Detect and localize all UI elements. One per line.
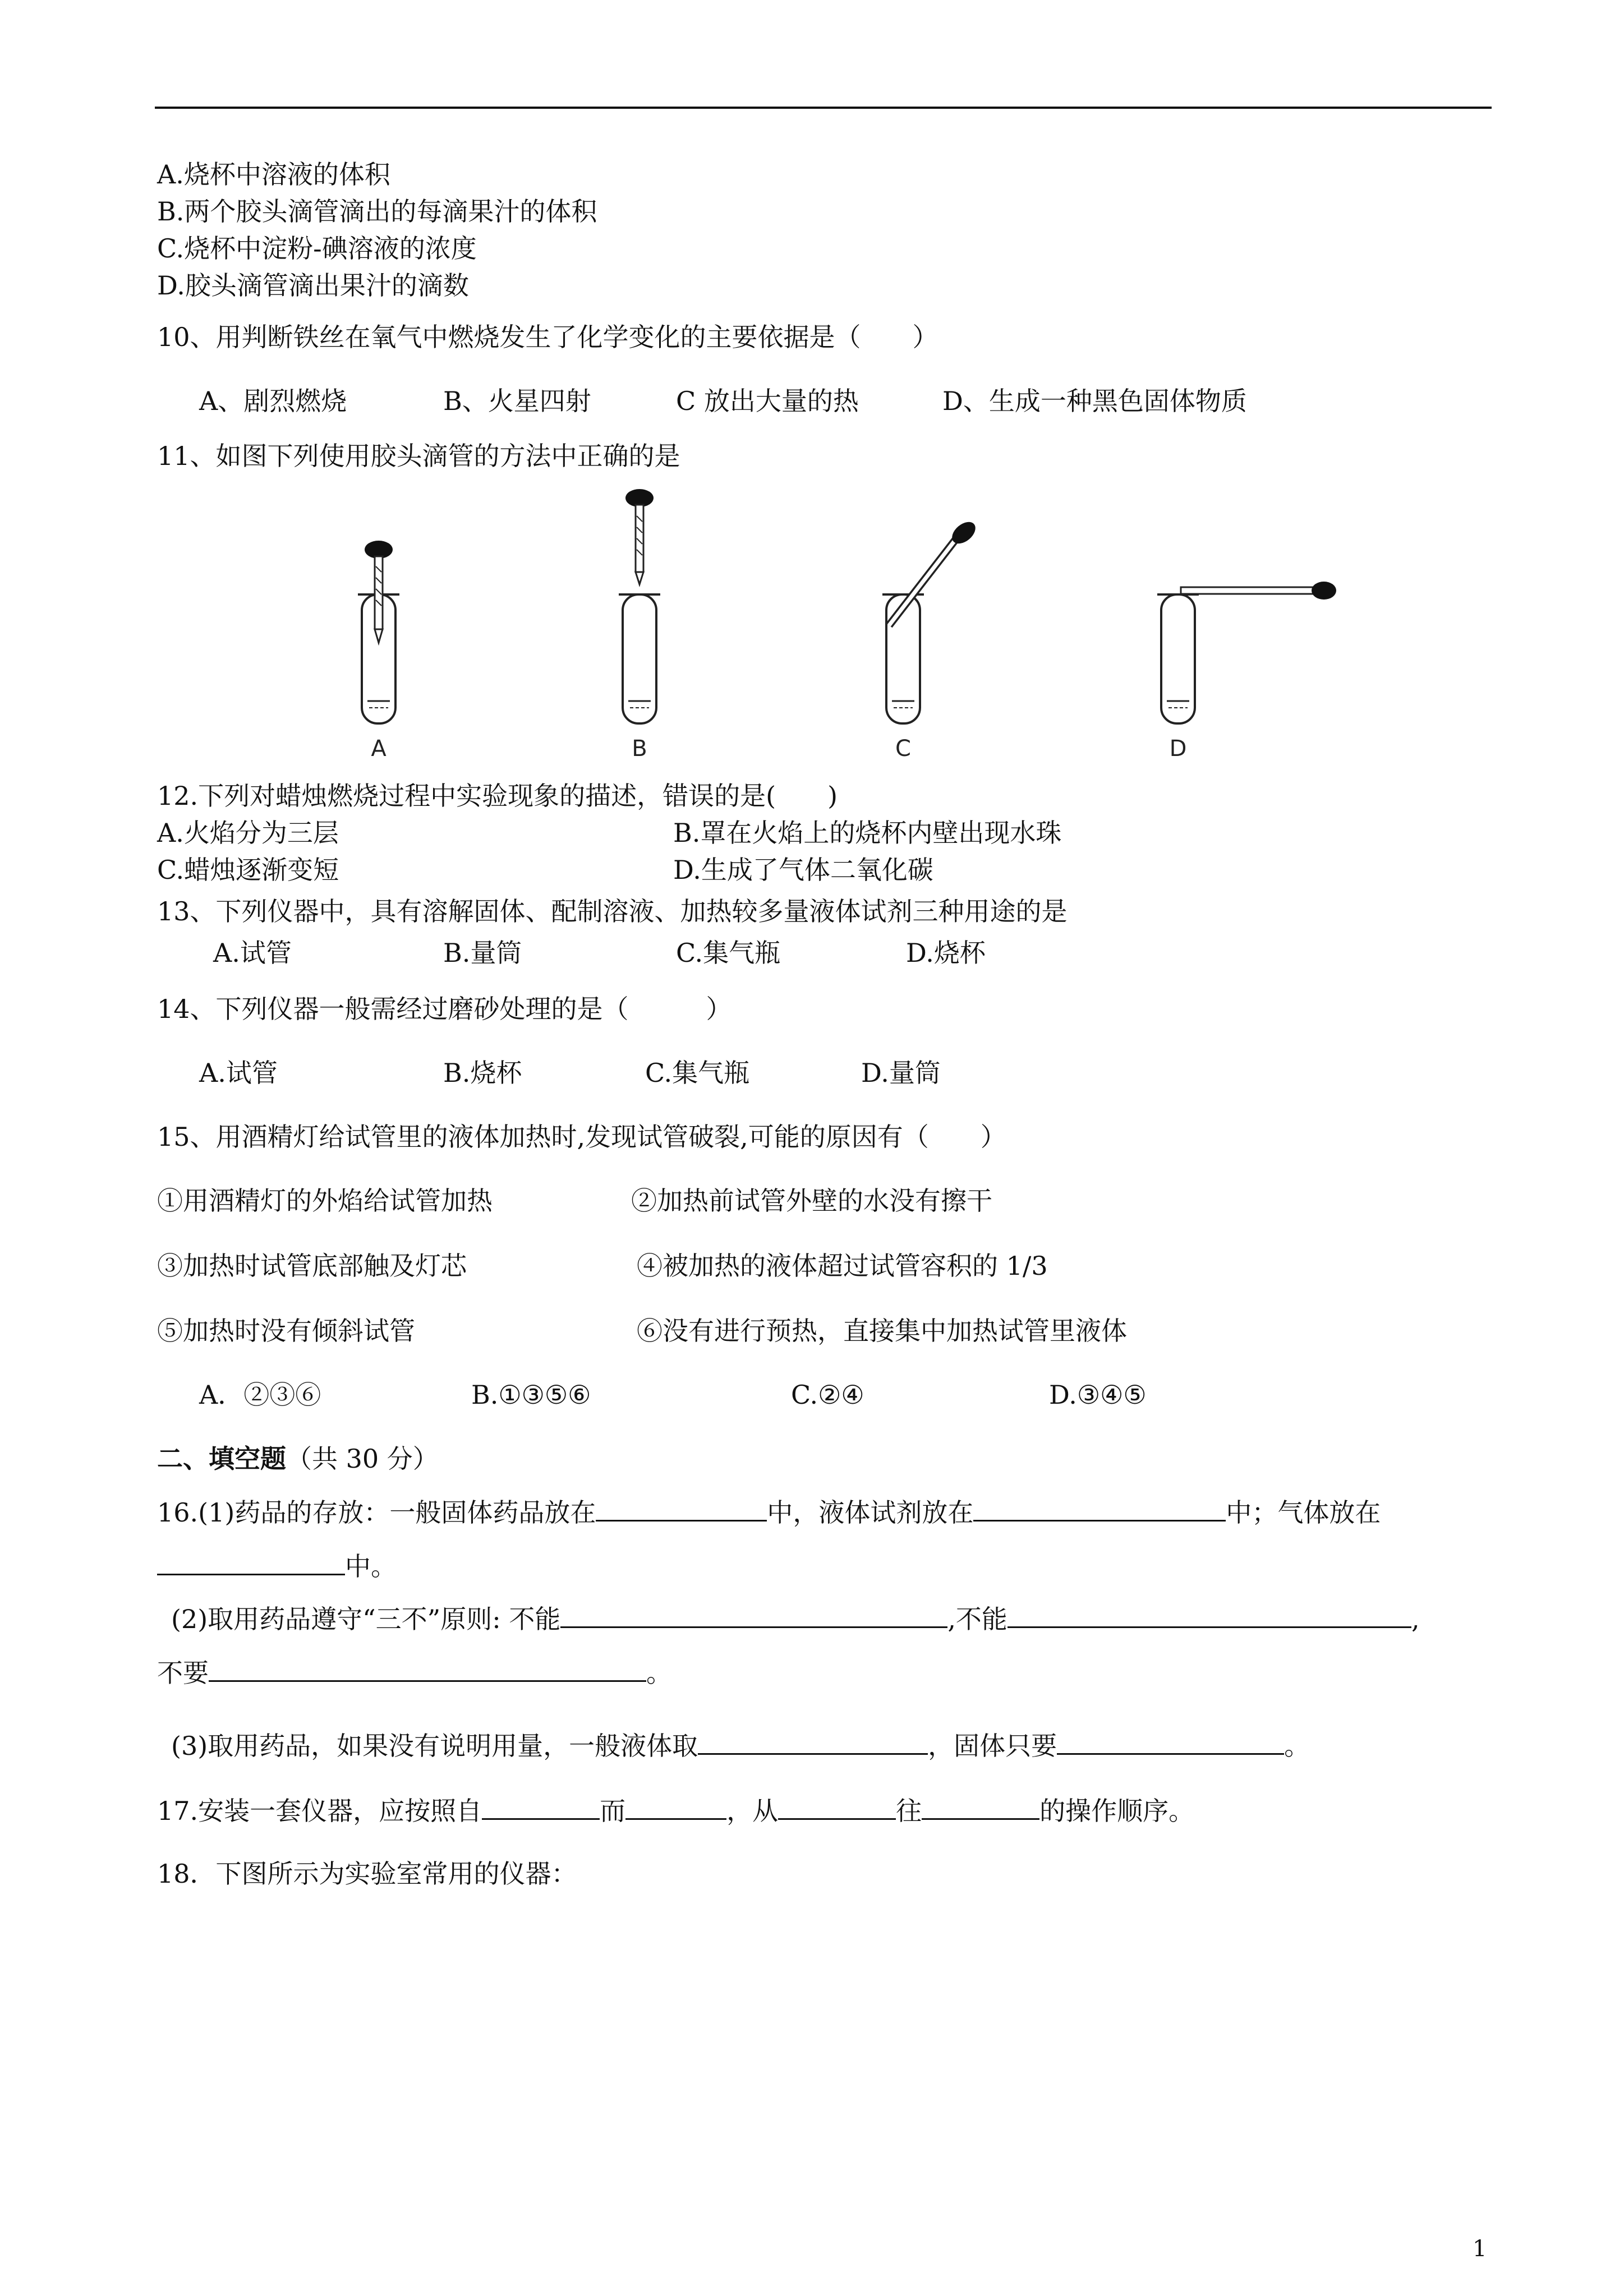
q17-text-d: 往 xyxy=(896,1796,922,1826)
header-rule xyxy=(155,107,1492,109)
q16-p2-text-a: (2)取用药品遵守“三不”原则: 不能 xyxy=(171,1604,561,1634)
q16-p3-text-b: ，固体只要 xyxy=(928,1731,1057,1761)
q10-option-b: B、火星四射 xyxy=(443,386,591,416)
q12-option-d: D.生成了气体二氧化碳 xyxy=(673,855,933,885)
figure-label-a: A xyxy=(371,736,387,762)
q16-blank-rule-1 xyxy=(560,1602,947,1628)
q11-stem: 11、如图下列使用胶头滴管的方法中正确的是 xyxy=(157,441,680,471)
figure-label-d: D xyxy=(1169,736,1187,762)
q10-stem: 10、用判断铁丝在氧气中燃烧发生了化学变化的主要依据是（ ） xyxy=(157,322,938,352)
q16-part1-line1 xyxy=(157,1495,1381,1529)
dropper-figure xyxy=(337,488,1402,768)
figure-a xyxy=(358,541,399,723)
q18-stem: 18．下图所示为实验室常用的仪器： xyxy=(157,1859,577,1889)
figure-d xyxy=(1157,582,1336,723)
q13-stem: 13、下列仪器中，具有溶解固体、配制溶液、加热较多量液体试剂三种用途的是 xyxy=(157,896,1068,926)
section-2-title: 二、填空题 xyxy=(157,1444,286,1474)
section-2-score: （共 30 分） xyxy=(286,1444,439,1474)
q14-option-a: A.试管 xyxy=(199,1058,278,1088)
section-2-heading xyxy=(157,1442,439,1475)
q15-option-b: B.①③⑤⑥ xyxy=(471,1380,591,1410)
q16-part2-line2 xyxy=(157,1656,672,1689)
q9-option-c: C.烧杯中淀粉-碘溶液的浓度 xyxy=(157,233,477,264)
page-number: 1 xyxy=(1473,2236,1487,2262)
q9-option-b: B.两个胶头滴管滴出的每滴果汁的体积 xyxy=(157,196,597,227)
q15-option-c: C.②④ xyxy=(791,1380,864,1410)
q16-p1-text-b: 中，液体试剂放在 xyxy=(767,1497,974,1528)
q16-p1-text-c: 中；气体放在 xyxy=(1226,1497,1381,1528)
q16-p3-text-c: 。 xyxy=(1284,1731,1310,1761)
q17-text-c: ，从 xyxy=(726,1796,779,1826)
q15-option-d: D.③④⑤ xyxy=(1049,1380,1147,1410)
q10-option-c: C 放出大量的热 xyxy=(676,386,859,416)
q16-part3 xyxy=(171,1728,1310,1762)
figure-label-c: C xyxy=(895,736,911,762)
q16-blank-solid-amount xyxy=(1057,1728,1284,1755)
q16-p2-text-c: , xyxy=(1411,1604,1420,1634)
q15-reason-1: ①用酒精灯的外焰给试管加热 xyxy=(157,1186,493,1216)
q16-part1-line2 xyxy=(157,1549,397,1583)
q17-text-b: 而 xyxy=(600,1796,626,1826)
q15-stem: 15、用酒精灯给试管里的液体加热时,发现试管破裂,可能的原因有（ ） xyxy=(157,1122,1006,1152)
q15-reason-2: ②加热前试管外壁的水没有擦干 xyxy=(631,1186,992,1216)
q16-p2-text-b: ,不能 xyxy=(947,1604,1007,1634)
q15-option-a: A．②③⑥ xyxy=(199,1380,321,1410)
q13-option-c: C.集气瓶 xyxy=(676,938,781,968)
q16-blank-liquid-storage xyxy=(973,1495,1226,1522)
q9-option-d: D.胶头滴管滴出果汁的滴数 xyxy=(157,270,469,301)
q16-p1-text-a: 16.(1)药品的存放：一般固体药品放在 xyxy=(157,1497,596,1528)
q17-blank-1 xyxy=(482,1794,600,1820)
q16-p3-text-a: (3)取用药品，如果没有说明用量，一般液体取 xyxy=(171,1731,698,1761)
q14-option-b: B.烧杯 xyxy=(443,1058,522,1088)
q16-blank-liquid-amount xyxy=(698,1728,928,1755)
q17-line xyxy=(157,1794,1194,1827)
q17-blank-2 xyxy=(625,1794,726,1820)
q17-text-e: 的操作顺序。 xyxy=(1039,1796,1195,1826)
q16-part2-line1 xyxy=(171,1602,1420,1635)
q15-reason-6: ⑥没有进行预热，直接集中加热试管里液体 xyxy=(637,1316,1127,1346)
q10-option-a: A、剧烈燃烧 xyxy=(199,386,347,416)
q14-stem: 14、下列仪器一般需经过磨砂处理的是（ ） xyxy=(157,994,732,1024)
q12-stem: 12.下列对蜡烛燃烧过程中实验现象的描述，错误的是( ) xyxy=(157,781,838,811)
q16-p2-text-e: 。 xyxy=(646,1658,672,1688)
q12-option-c: C.蜡烛逐渐变短 xyxy=(157,855,339,885)
q16-p1-text-d: 中。 xyxy=(345,1551,397,1582)
q16-blank-rule-3 xyxy=(209,1656,646,1682)
q13-option-b: B.量筒 xyxy=(443,938,522,968)
q14-option-d: D.量筒 xyxy=(861,1058,941,1088)
figure-label-b: B xyxy=(632,736,647,762)
q13-option-a: A.试管 xyxy=(213,938,292,968)
q17-blank-4 xyxy=(922,1794,1039,1820)
q15-reason-5: ⑤加热时没有倾斜试管 xyxy=(157,1316,415,1346)
q17-text-a: 17.安装一套仪器，应按照自 xyxy=(157,1796,482,1826)
q16-blank-solid-storage xyxy=(596,1495,767,1522)
figure-c xyxy=(882,518,979,723)
q16-blank-rule-2 xyxy=(1007,1602,1411,1628)
q10-option-d: D、生成一种黑色固体物质 xyxy=(942,386,1247,416)
q12-option-b: B.罩在火焰上的烧杯内壁出现水珠 xyxy=(673,818,1062,848)
q16-p2-text-d: 不要 xyxy=(157,1658,209,1688)
q15-reason-4: ④被加热的液体超过试管容积的 1/3 xyxy=(637,1251,1048,1281)
q16-blank-gas-storage xyxy=(157,1549,345,1575)
figure-b xyxy=(619,489,660,723)
q9-option-a: A.烧杯中溶液的体积 xyxy=(157,159,390,190)
q12-option-a: A.火焰分为三层 xyxy=(157,818,339,848)
q17-blank-3 xyxy=(778,1794,896,1820)
q13-option-d: D.烧杯 xyxy=(906,938,986,968)
q14-option-c: C.集气瓶 xyxy=(645,1058,750,1088)
q15-reason-3: ③加热时试管底部触及灯芯 xyxy=(157,1251,467,1281)
